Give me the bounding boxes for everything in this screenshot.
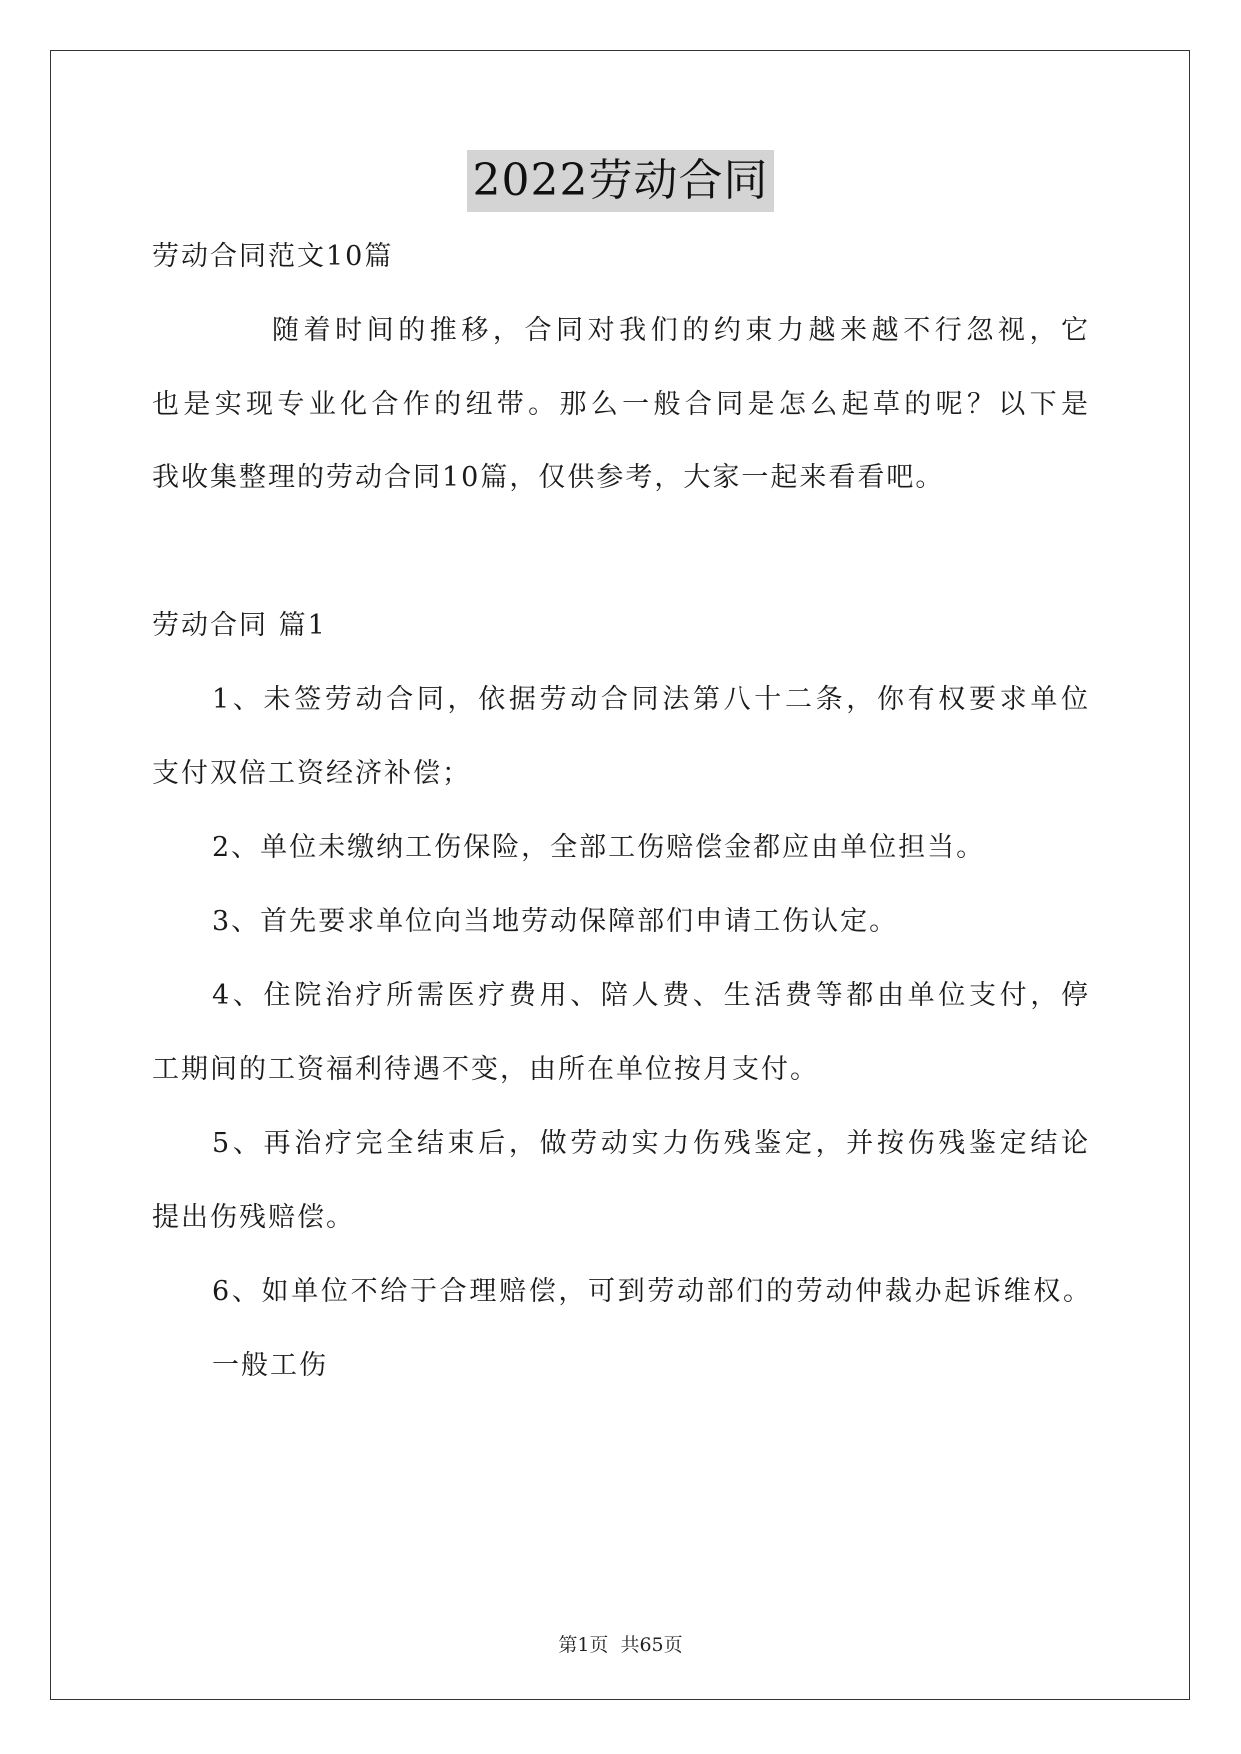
- item-line-2: 支付双倍工资经济补偿；: [152, 758, 471, 789]
- page-footer: [0, 1630, 1241, 1657]
- item-line-3: 2、单位未缴纳工伤保险，全部工伤赔偿金都应由单位担当。: [212, 832, 986, 863]
- item-line-7: 5、再治疗完全结束后，做劳动实力伤残鉴定，并按伤残鉴定结论: [212, 1128, 1090, 1159]
- intro-line-3: 我收集整理的劳动合同10篇，仅供参考，大家一起来看看吧。: [152, 462, 945, 493]
- item-line-1: 1、未签劳动合同，依据劳动合同法第八十二条，你有权要求单位: [212, 684, 1090, 715]
- document-title: 2022劳动合同: [467, 150, 775, 212]
- item-line-9: 6、如单位不给于合理赔偿，可到劳动部们的劳动仲裁办起诉维权。: [212, 1276, 1090, 1307]
- current-page-number: 第1页: [558, 1634, 609, 1656]
- title-container: [0, 150, 1241, 212]
- item-line-4: 3、首先要求单位向当地劳动保障部们申请工伤认定。: [212, 906, 899, 937]
- item-line-10: 一般工伤: [212, 1350, 328, 1381]
- document-subtitle: 劳动合同范文10篇: [152, 241, 394, 272]
- item-line-5: 4、住院治疗所需医疗费用、陪人费、生活费等都由单位支付，停: [212, 980, 1090, 1011]
- item-line-8: 提出伤残赔偿。: [152, 1202, 355, 1233]
- total-pages: 共65页: [620, 1634, 683, 1656]
- intro-line-2: 也是实现专业化合作的纽带。那么一般合同是怎么起草的呢？以下是: [152, 389, 1090, 420]
- page-border: [50, 50, 1190, 1700]
- intro-line-1: 随着时间的推移，合同对我们的约束力越来越不行忽视，它: [272, 315, 1090, 346]
- item-line-6: 工期间的工资福利待遇不变，由所在单位按月支付。: [152, 1054, 819, 1085]
- section-heading: 劳动合同 篇1: [152, 610, 327, 641]
